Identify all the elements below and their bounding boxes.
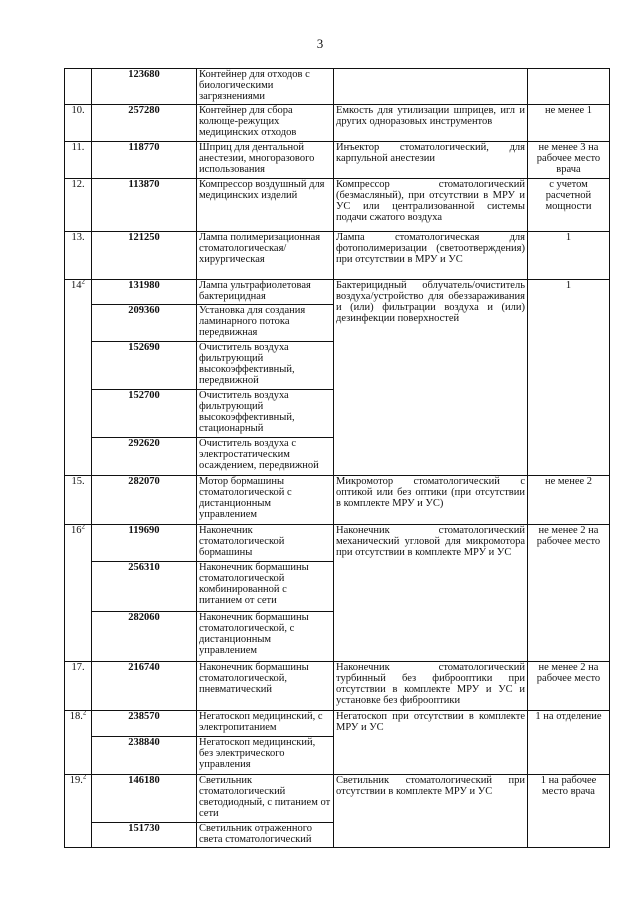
name-cell: Установка для создания ламинарного потока передвижная — [197, 305, 334, 342]
desc-cell: Светильник стоматологический при отсутствии в комплекте МРУ и УС — [334, 775, 528, 848]
table-row — [65, 476, 610, 525]
row-number: 18.$^2$ — [65, 711, 92, 775]
table-row — [65, 775, 610, 823]
qty-cell: 1 на рабочее место врача — [528, 775, 610, 848]
table-row — [65, 105, 610, 142]
code-cell: 257280 — [92, 105, 197, 142]
row-number: 17. — [65, 662, 92, 711]
code-cell: 282070 — [92, 476, 197, 525]
row-number: 12. — [65, 179, 92, 232]
desc-cell: Негатоскоп при отсутствии в комплекте МРУ и УС — [334, 711, 528, 775]
name-cell: Наконечник стоматологической бормашины — [197, 525, 334, 562]
code-cell: 292620 — [92, 438, 197, 476]
table-row — [65, 142, 610, 179]
row-number: $16^2$ — [65, 525, 92, 662]
row-number — [65, 69, 92, 105]
qty-cell: 1 — [528, 280, 610, 476]
name-cell: Лампа ультрафиолетовая бактерицидная — [197, 280, 334, 305]
name-cell: Светильник отраженного света стоматологический — [197, 823, 334, 848]
name-cell: Очиститель воздуха с электростатическим осаждением, передвижной — [197, 438, 334, 476]
row-number: 11. — [65, 142, 92, 179]
qty-cell: не менее 2 на рабочее место — [528, 662, 610, 711]
desc-cell: Компрессор стоматологический (безмасляный), при отсутствии в МРУ и УС или централизованной системы подачи сжатого воздуха — [334, 179, 528, 232]
code-cell: 119690 — [92, 525, 197, 562]
table-row — [65, 525, 610, 562]
row-number: $14^2$ — [65, 280, 92, 476]
equipment-table — [64, 68, 610, 848]
code-cell: 131980 — [92, 280, 197, 305]
qty-cell: 1 на отделение — [528, 711, 610, 775]
code-cell: 209360 — [92, 305, 197, 342]
name-cell: Негатоскоп медицинский, без электрического управления — [197, 737, 334, 775]
desc-cell: Инъектор стоматологический, для карпульной анестезии — [334, 142, 528, 179]
code-cell: 238570 — [92, 711, 197, 737]
desc-cell — [334, 69, 528, 105]
desc-cell: Микромотор стоматологический с оптикой или без оптики (при отсутствии в комплекте МРУ и УС) — [334, 476, 528, 525]
table-row — [65, 179, 610, 232]
row-number: 10. — [65, 105, 92, 142]
qty-cell: не менее 1 — [528, 105, 610, 142]
row-number: 13. — [65, 232, 92, 280]
code-cell: 123680 — [92, 69, 197, 105]
name-cell: Компрессор воздушный для медицинских изделий — [197, 179, 334, 232]
name-cell: Контейнер для отходов с биологическими загрязнениями — [197, 69, 334, 105]
code-cell: 238840 — [92, 737, 197, 775]
table-row — [65, 662, 610, 711]
qty-cell: с учетом расчетной мощности — [528, 179, 610, 232]
code-cell: 256310 — [92, 562, 197, 612]
name-cell: Наконечник бормашины стоматологической, пневматический — [197, 662, 334, 711]
table-row — [65, 711, 610, 737]
code-cell: 152700 — [92, 390, 197, 438]
name-cell: Наконечник бормашины стоматологической комбинированной с питанием от сети — [197, 562, 334, 612]
name-cell: Очиститель воздуха фильтрующий высокоэффективный, передвижной — [197, 342, 334, 390]
name-cell: Очиститель воздуха фильтрующий высокоэффективный, стационарный — [197, 390, 334, 438]
qty-cell: не менее 2 — [528, 476, 610, 525]
row-number: 15. — [65, 476, 92, 525]
code-cell: 282060 — [92, 612, 197, 662]
desc-cell: Бактерицидный облучатель/очиститель воздуха/устройство для обеззараживания и (или) фильтрации воздуха и (или) дезинфекции поверхностей — [334, 280, 528, 476]
row-number: 19.$^2$ — [65, 775, 92, 848]
name-cell: Шприц для дентальной анестезии, многоразового использования — [197, 142, 334, 179]
code-cell: 216740 — [92, 662, 197, 711]
page-number: 3 — [316, 36, 324, 51]
table-row — [65, 232, 610, 280]
desc-cell: Емкость для утилизации шприцев, игл и других одноразовых инструментов — [334, 105, 528, 142]
name-cell: Контейнер для сбора колюще-режущих медицинских отходов — [197, 105, 334, 142]
name-cell: Мотор бормашины стоматологической с дистанционным управлением — [197, 476, 334, 525]
desc-cell: Наконечник стоматологический турбинный без фиброоптики при отсутствии в комплекте МРУ и УС и установке без фиброоптики — [334, 662, 528, 711]
qty-cell: 1 — [528, 232, 610, 280]
table-row — [65, 69, 610, 105]
name-cell: Наконечник бормашины стоматологической, с дистанционным управлением — [197, 612, 334, 662]
code-cell: 146180 — [92, 775, 197, 823]
qty-cell: не менее 3 на рабочее место врача — [528, 142, 610, 179]
code-cell: 121250 — [92, 232, 197, 280]
code-cell: 151730 — [92, 823, 197, 848]
code-cell: 152690 — [92, 342, 197, 390]
code-cell: 113870 — [92, 179, 197, 232]
code-cell: 118770 — [92, 142, 197, 179]
table-row — [65, 280, 610, 305]
desc-cell: Наконечник стоматологический механический угловой для микромотора при отсутствии в комплекте МРУ и УС — [334, 525, 528, 662]
qty-cell: не менее 2 на рабочее место — [528, 525, 610, 662]
name-cell: Светильник стоматологический светодиодный, с питанием от сети — [197, 775, 334, 823]
name-cell: Лампа полимеризационная стоматологическая/хирургическая — [197, 232, 334, 280]
name-cell: Негатоскоп медицинский, с электропитанием — [197, 711, 334, 737]
desc-cell: Лампа стоматологическая для фотополимеризации (светоотверждения) при отсутствии в МРУ и УС — [334, 232, 528, 280]
qty-cell — [528, 69, 610, 105]
